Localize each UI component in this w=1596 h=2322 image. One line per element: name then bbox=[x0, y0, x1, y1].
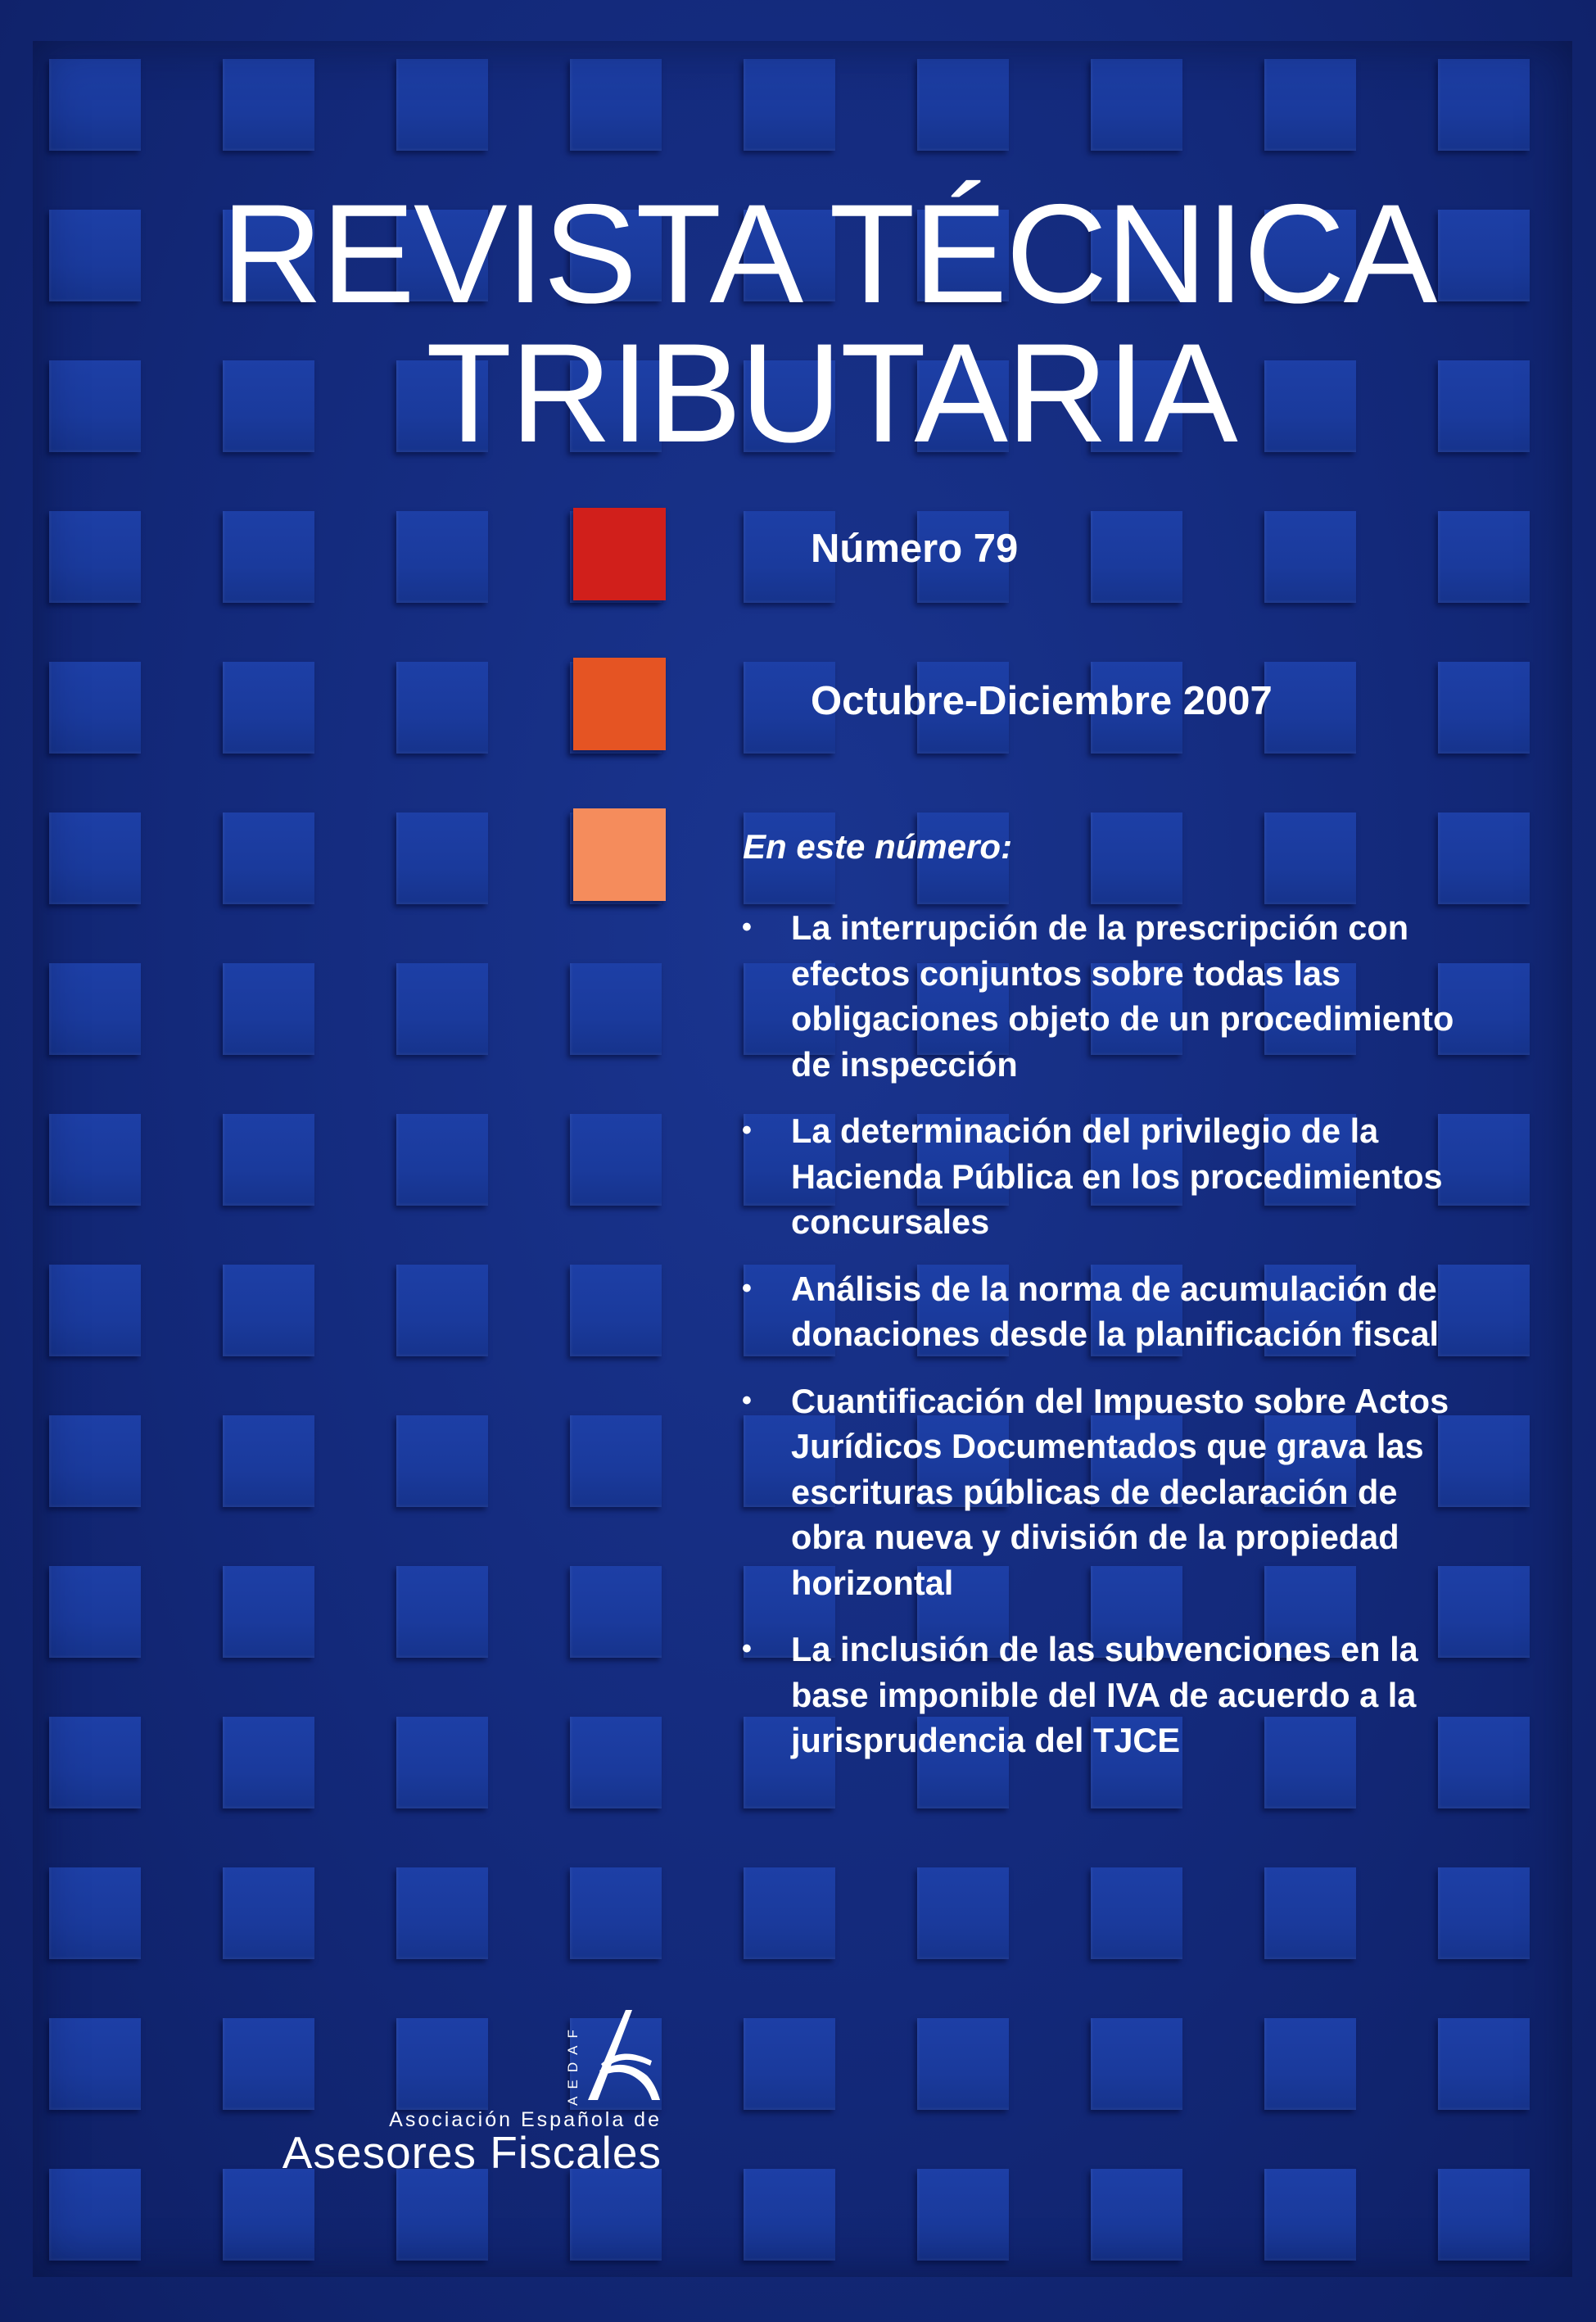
bullet-icon: • bbox=[742, 1633, 752, 1664]
list-item bbox=[737, 1108, 1458, 1245]
article-title: La determinación del privilegio de la Hacienda Pública en los procedimientos concursales bbox=[791, 1111, 1443, 1241]
list-item bbox=[737, 1627, 1458, 1763]
article-title: Cuantificación del Impuesto sobre Actos Jurídicos Documentados que grava las escrituras públicas de declaración de obra nueva y división de la propiedad horizontal bbox=[791, 1381, 1449, 1602]
journal-title-line2: TRIBUTARIA bbox=[426, 315, 1237, 472]
publisher-line1: Asociación Española de bbox=[389, 2108, 662, 2131]
article-title: La interrupción de la prescripción con efectos conjuntos sobre todas las obligaciones objeto de un procedimiento de inspección bbox=[791, 908, 1454, 1084]
list-item bbox=[737, 1378, 1458, 1606]
bullet-icon: • bbox=[742, 912, 752, 943]
issue-number: Número 79 bbox=[811, 527, 1019, 571]
journal-title-line1: REVISTA TÉCNICA bbox=[221, 175, 1436, 333]
publisher-name: Asesores Fiscales bbox=[282, 2127, 662, 2178]
orange-accent-square bbox=[573, 658, 666, 750]
journal-title bbox=[221, 175, 1449, 472]
peach-accent-square bbox=[573, 808, 666, 901]
article-title: La inclusión de las subvenciones en la base imponible del IVA de acuerdo a la jurisprudencia del TJCE bbox=[791, 1630, 1418, 1759]
list-item bbox=[737, 1266, 1458, 1357]
contents-intro: En este número: bbox=[743, 827, 1013, 866]
issue-period: Octubre-Diciembre 2007 bbox=[811, 679, 1273, 723]
red-accent-square bbox=[573, 508, 666, 600]
aedaf-a-logo-icon bbox=[581, 2007, 663, 2105]
bullet-icon: • bbox=[742, 1384, 752, 1416]
publisher-acronym: AEDAF bbox=[565, 2022, 581, 2106]
bullet-icon: • bbox=[742, 1272, 752, 1304]
list-item bbox=[737, 905, 1458, 1087]
contents-list bbox=[737, 905, 1458, 1785]
bullet-icon: • bbox=[742, 1115, 752, 1146]
article-title: Análisis de la norma de acumulación de donaciones desde la planificación fiscal bbox=[791, 1269, 1440, 1353]
